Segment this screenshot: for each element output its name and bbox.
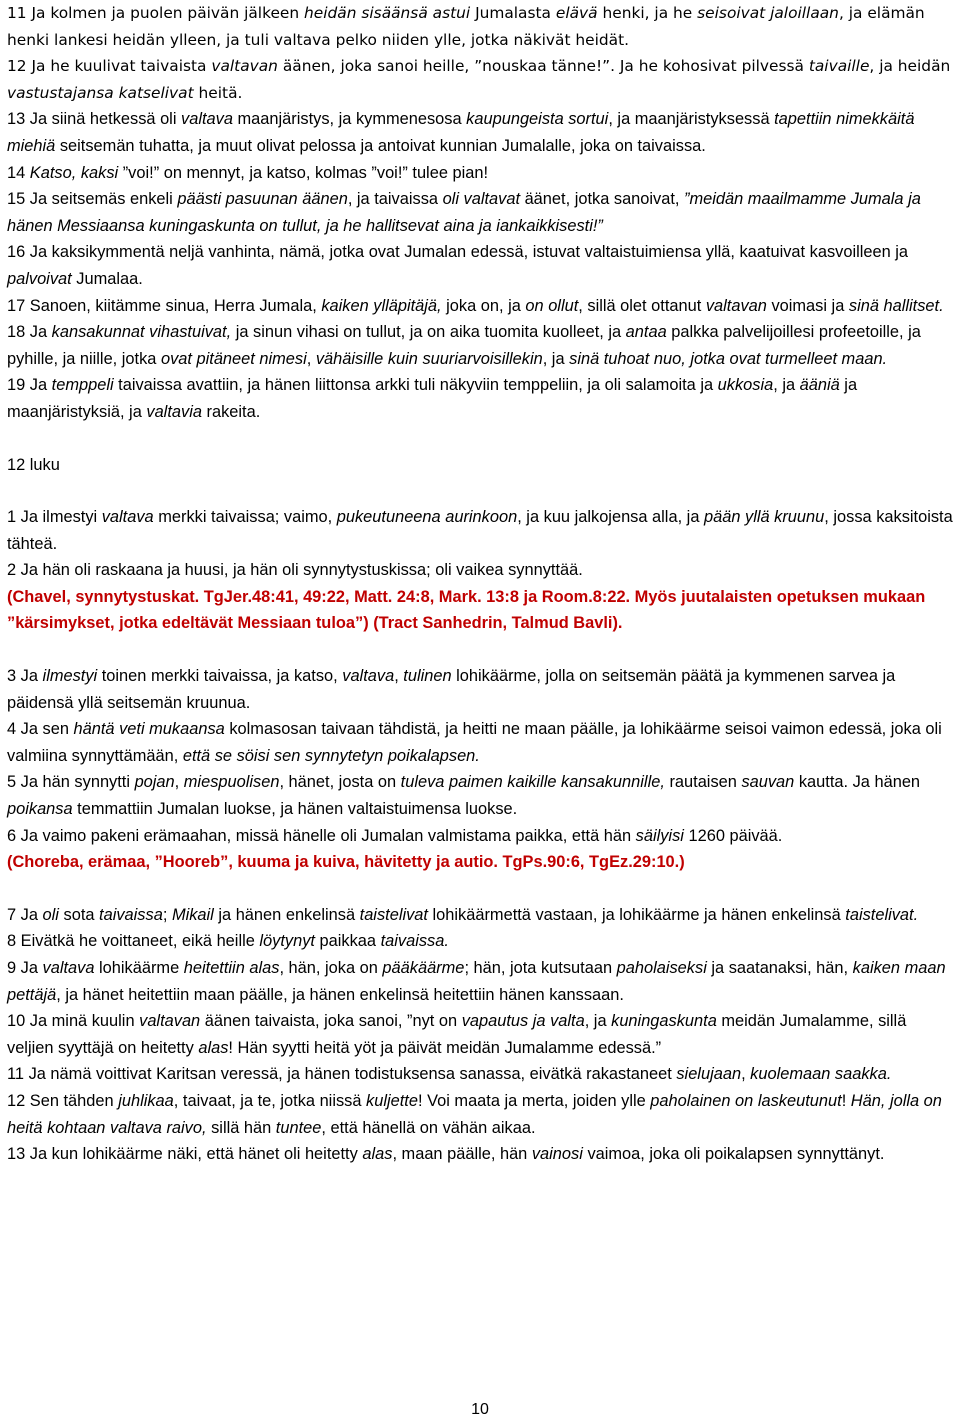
text-segment: 7 Ja <box>7 905 43 924</box>
paragraph-spacer <box>7 637 953 663</box>
emphasis-text: tulinen <box>403 667 452 686</box>
text-segment: , ja heidän <box>869 57 951 76</box>
text-segment: paikkaa <box>314 932 381 951</box>
emphasis-text: Katso, kaksi <box>29 163 119 182</box>
text-segment: ja sinun vihasi on tullut, ja on aika tuomita kuolleet, ja <box>231 323 626 342</box>
emphasis-text: taistelivat <box>359 905 428 924</box>
emphasis-text: että se söisi sen synnytetyn poikalapsen. <box>182 746 480 765</box>
text-segment: , ja <box>542 349 570 368</box>
emphasis-text: kaupungeista sortui <box>466 110 609 129</box>
text-segment: , <box>306 349 316 368</box>
emphasis-text: oli <box>42 905 59 924</box>
paragraph-spacer <box>7 426 953 452</box>
emphasis-text: vainosi <box>531 1145 583 1164</box>
chapter-heading <box>7 452 953 479</box>
text-segment: 1 Ja ilmestyi <box>7 508 102 527</box>
text-segment: 10 Ja minä kuulin <box>7 1012 140 1031</box>
text-segment: seitsemän tuhatta, ja muut olivat pelossa ja antoivat kunnian Jumalalle, joka on taivaissa. <box>55 136 706 155</box>
text-segment: 3 Ja <box>7 667 43 686</box>
emphasis-text: elävä <box>555 4 598 22</box>
emphasis-text: seisoivat jaloillaan <box>697 4 839 22</box>
verse-v15a <box>7 186 953 239</box>
text-segment: 8 Eivätkä he voittaneet, eikä heille <box>7 932 260 951</box>
text-segment: palkka palvelijoillesi profeetoille, ja pyhille, ja niille, jotka <box>7 323 921 368</box>
text-segment: toinen merkki taivaissa, ja katso, <box>97 667 343 686</box>
text-segment: 12 luku <box>7 455 60 474</box>
verse-v14a <box>7 160 953 187</box>
emphasis-text: paholaiseksi <box>616 959 707 977</box>
emphasis-text: pääkäärme <box>382 959 465 977</box>
commentary-note <box>7 849 953 876</box>
emphasis-text: tuleva paimen kaikille kansakunnille, <box>400 773 665 792</box>
emphasis-text: pukeutuneena aurinkoon <box>336 508 518 527</box>
emphasis-text: ”meidän maailmamme Jumala ja hänen Messiaansa kuningaskunta on tullut, ja he hallitsevat aina ja iankaikkisesti!” <box>7 190 921 235</box>
verse-v9 <box>7 955 953 1008</box>
emphasis-text: kuolemaan saakka. <box>750 1065 892 1084</box>
emphasis-text: alas <box>198 1038 229 1057</box>
emphasis-text: valtava <box>181 110 233 129</box>
emphasis-text: temppeli <box>51 376 114 395</box>
text-segment: 5 Ja hän synnytti <box>7 773 135 792</box>
text-segment: sillä hän <box>206 1118 276 1137</box>
paragraph-spacer <box>7 478 953 504</box>
emphasis-text: valtava <box>101 508 154 527</box>
text-segment: ja saatanaksi, hän, <box>706 959 853 977</box>
emphasis-text: tapettiin nimekkäitä miehiä <box>7 110 915 155</box>
text-segment: 15 Ja seitsemäs enkeli <box>7 190 178 209</box>
text-segment: , hän, joka on <box>279 959 383 977</box>
text-segment: ja maanjäristyksiä, ja <box>7 376 858 421</box>
text-segment: (Choreba, erämaa, ”Hooreb”, kuuma ja kuiva, hävitetty ja autio. TgPs.90:6, TgEz.29:10.) <box>7 853 685 872</box>
text-segment: 4 Ja sen <box>7 720 74 739</box>
text-segment: ; hän, jota kutsutaan <box>464 959 617 977</box>
text-segment: 16 Ja kaksikymmentä neljä vanhinta, nämä, jotka ovat Jumalan edessä, istuvat valtaistuimiensa yllä, kaatuivat kasvoilleen ja <box>7 243 909 262</box>
emphasis-text: valtavan <box>211 57 278 76</box>
text-segment: ; <box>162 905 172 924</box>
text-segment: 12 Sen tähden <box>7 1091 119 1110</box>
text-segment: 17 Sanoen, kiitämme sinua, Herra Jumala, <box>7 296 322 315</box>
text-segment: , <box>741 1065 751 1084</box>
text-segment: , maan päälle, hän <box>392 1145 532 1164</box>
text-segment: äänet, jotka sanoivat, <box>520 190 685 209</box>
emphasis-text: poikansa <box>7 800 73 819</box>
emphasis-text: miespuolisen <box>183 773 280 792</box>
emphasis-text: heitettiin alas <box>183 959 280 977</box>
text-segment: , <box>394 667 404 686</box>
text-segment: temmattiin Jumalan luokse, ja hänen valtaistuimensa luokse. <box>72 800 518 819</box>
verse-v2 <box>7 557 953 584</box>
verse-v7 <box>7 902 953 929</box>
text-segment: rautaisen <box>664 773 742 792</box>
text-segment: heitä. <box>193 83 243 102</box>
emphasis-text: päästi pasuunan äänen <box>177 190 348 209</box>
text-segment: ja hänen enkelinsä <box>213 905 360 924</box>
emphasis-text: sinä tuhoat nuo, jotka ovat turmelleet maan. <box>569 349 888 368</box>
document-page <box>7 0 953 1168</box>
emphasis-text: valtava <box>342 667 395 686</box>
emphasis-text: kaiken maan pettäjä <box>7 959 946 1004</box>
text-segment: , hänet, josta on <box>279 773 401 792</box>
text-segment: 14 <box>7 163 30 182</box>
text-segment: (Chavel, synnytystuskat. TgJer.48:41, 49:22, Matt. 24:8, Mark. 13:8 ja Room.8:22. Myös juutalaisten opetuksen mukaan ”kärsimykset, jotka edeltävät Messiaan tuloa”) (Tract Sanhedrin, Talmud Bavli). <box>7 587 926 633</box>
emphasis-text: valtava <box>42 959 95 977</box>
commentary-note <box>7 584 953 637</box>
emphasis-text: vastustajansa katselivat <box>7 83 194 102</box>
text-segment: 19 Ja <box>7 376 52 395</box>
text-segment: 18 Ja <box>7 323 52 342</box>
verse-v5 <box>7 769 953 822</box>
emphasis-text: kansakunnat vihastuivat, <box>51 323 232 342</box>
text-segment: 6 Ja vaimo pakeni erämaahan, missä hänelle oli Jumalan valmistama paikka, että hän <box>7 826 636 845</box>
verse-v19a <box>7 372 953 425</box>
emphasis-text: heidän sisäänsä astui <box>304 4 471 22</box>
text-segment: vaimoa, joka oli poikalapsen synnyttänyt. <box>582 1145 885 1164</box>
text-segment: ! Hän syytti heitä yöt ja päivät meidän Jumalamme edessä.” <box>228 1038 662 1057</box>
text-segment: henki, ja he <box>597 4 698 22</box>
emphasis-text: sielujaan <box>676 1065 742 1084</box>
verse-v12 <box>7 1088 953 1141</box>
emphasis-text: ääniä <box>799 376 840 395</box>
emphasis-text: kuningaskunta <box>611 1012 717 1031</box>
text-segment: rakeita. <box>201 402 261 421</box>
verse-v12a <box>7 53 953 106</box>
text-segment: 13 Ja kun lohikäärme näki, että hänet oli heitetty <box>7 1145 363 1164</box>
emphasis-text: löytynyt <box>259 932 315 951</box>
emphasis-text: alas <box>362 1145 393 1164</box>
emphasis-text: vähäisille kuin suuriarvoisillekin <box>315 349 543 368</box>
emphasis-text: valtavan <box>705 296 767 315</box>
text-segment: , ja <box>584 1012 612 1031</box>
emphasis-text: taistelivat. <box>845 905 919 924</box>
emphasis-text: on ollut <box>525 296 579 315</box>
text-segment: lohikäärme, jolla on seitsemän päätä ja kymmenen sarvea ja päidensä yllä seitsemän kruunua. <box>7 667 896 712</box>
text-segment: 1260 päivää. <box>683 826 783 845</box>
verse-v3 <box>7 663 953 716</box>
emphasis-text: palvoivat <box>7 269 72 288</box>
emphasis-text: Hän, jolla on heitä kohtaan valtava raivo, <box>7 1091 942 1137</box>
emphasis-text: paholainen on laskeutunut <box>650 1091 842 1110</box>
emphasis-text: pojan <box>134 773 175 792</box>
emphasis-text: sinä hallitset. <box>848 296 944 315</box>
text-segment: , ja hänet heitettiin maan päälle, ja hänen enkelinsä heitettiin hänen kanssaan. <box>56 985 624 1004</box>
text-segment: 11 Ja nämä voittivat Karitsan veressä, ja hänen todistuksensa sanassa, eivätkä rakastaneet <box>7 1065 677 1084</box>
text-segment: äänen taivaista, joka sanoi, ”nyt on <box>200 1012 462 1031</box>
emphasis-text: taivaissa. <box>380 932 449 951</box>
text-segment: , ja kuu jalkojensa alla, ja <box>517 508 704 527</box>
verse-v4 <box>7 716 953 769</box>
emphasis-text: häntä veti mukaansa <box>73 720 225 739</box>
text-segment: kautta. Ja hänen <box>794 773 921 792</box>
text-segment: ”voi!” on mennyt, ja katso, kolmas ”voi!” tulee pian! <box>118 163 489 182</box>
text-segment: taivaissa avattiin, ja hänen liittonsa arkki tuli näkyviin temppeliin, ja oli salamoita ja <box>113 376 718 395</box>
text-segment: , <box>174 773 184 792</box>
text-segment: , että hänellä on vähän aikaa. <box>321 1118 536 1137</box>
verse-v13 <box>7 1141 953 1168</box>
text-segment: 12 Ja he kuulivat taivaista <box>7 57 212 76</box>
verse-v10 <box>7 1008 953 1061</box>
verse-v17a <box>7 293 953 320</box>
paragraph-spacer <box>7 876 953 902</box>
verse-v18a <box>7 319 953 372</box>
verse-v1 <box>7 504 953 557</box>
text-segment: , ja <box>773 376 800 395</box>
emphasis-text: antaa <box>625 323 667 342</box>
emphasis-text: taivaissa <box>99 905 163 924</box>
emphasis-text: sauvan <box>741 773 795 792</box>
emphasis-text: oli valtavat <box>442 190 521 209</box>
emphasis-text: ovat pitäneet nimesi <box>160 349 307 368</box>
text-segment: äänen, joka sanoi heille, ”nouskaa tänne!”. Ja he kohosivat pilvessä <box>277 57 809 76</box>
emphasis-text: ukkosia <box>717 376 774 395</box>
text-segment: Jumalaa. <box>71 269 143 288</box>
emphasis-text: säilyisi <box>635 826 684 845</box>
emphasis-text: valtavia <box>146 402 202 421</box>
text-segment: ! Voi maata ja merta, joiden ylle <box>417 1091 651 1110</box>
verse-v16a <box>7 239 953 292</box>
text-segment: joka on, ja <box>441 296 526 315</box>
text-segment: meidän Jumalamme, sillä veljien syyttäjä on heitetty <box>7 1012 907 1057</box>
emphasis-text: kaiken ylläpitäjä, <box>321 296 442 315</box>
text-segment: sota <box>58 905 100 924</box>
text-segment: ! <box>841 1091 851 1110</box>
emphasis-text: ilmestyi <box>42 667 98 686</box>
emphasis-text: Mikail <box>171 905 214 924</box>
verse-v11a <box>7 0 953 53</box>
text-segment: merkki taivaissa; vaimo, <box>153 508 337 527</box>
text-segment: 13 Ja siinä hetkessä oli <box>7 110 182 129</box>
text-segment: kolmasosan taivaan tähdistä, ja heitti ne maan päälle, ja lohikäärme seisoi vaimon edessä, joka oli valmiina synnyttämään, <box>7 720 942 765</box>
text-segment: maanjäristys, ja kymmenesosa <box>232 110 467 129</box>
text-segment: Jumalasta <box>470 4 556 22</box>
text-segment: , ja maanjäristyksessä <box>608 110 775 129</box>
emphasis-text: taivaille <box>808 57 870 76</box>
text-segment: , jossa kaksitoista tähteä. <box>7 508 953 553</box>
text-segment: , ja elämän henki lankesi heidän ylleen, ja tuli valtava pelko niiden ylle, jotka näkivät heidät. <box>7 4 925 49</box>
text-segment: voimasi ja <box>766 296 849 315</box>
emphasis-text: tuntee <box>275 1118 322 1137</box>
emphasis-text: valtavan <box>139 1012 201 1031</box>
text-segment: lohikäärmettä vastaan, ja lohikäärme ja hänen enkelinsä <box>427 905 846 924</box>
page-number: 10 <box>471 1401 489 1418</box>
text-segment: lohikäärme <box>94 959 184 977</box>
text-segment: , sillä olet ottanut <box>578 296 706 315</box>
emphasis-text: kuljette <box>366 1091 418 1110</box>
text-segment: 9 Ja <box>7 959 43 977</box>
emphasis-text: vapautus ja valta <box>461 1012 585 1031</box>
emphasis-text: juhlikaa <box>118 1091 174 1110</box>
text-segment: 2 Ja hän oli raskaana ja huusi, ja hän oli synnytystuskissa; oli vaikea synnyttää. <box>7 561 583 580</box>
verse-v6 <box>7 823 953 850</box>
text-segment: 11 Ja kolmen ja puolen päivän jälkeen <box>7 4 305 22</box>
verse-v11 <box>7 1061 953 1088</box>
text-segment: , taivaat, ja te, jotka niissä <box>173 1091 367 1110</box>
verse-v13a <box>7 106 953 159</box>
emphasis-text: pään yllä kruunu <box>703 508 825 527</box>
verse-v8 <box>7 928 953 955</box>
text-segment: , ja taivaissa <box>347 190 443 209</box>
